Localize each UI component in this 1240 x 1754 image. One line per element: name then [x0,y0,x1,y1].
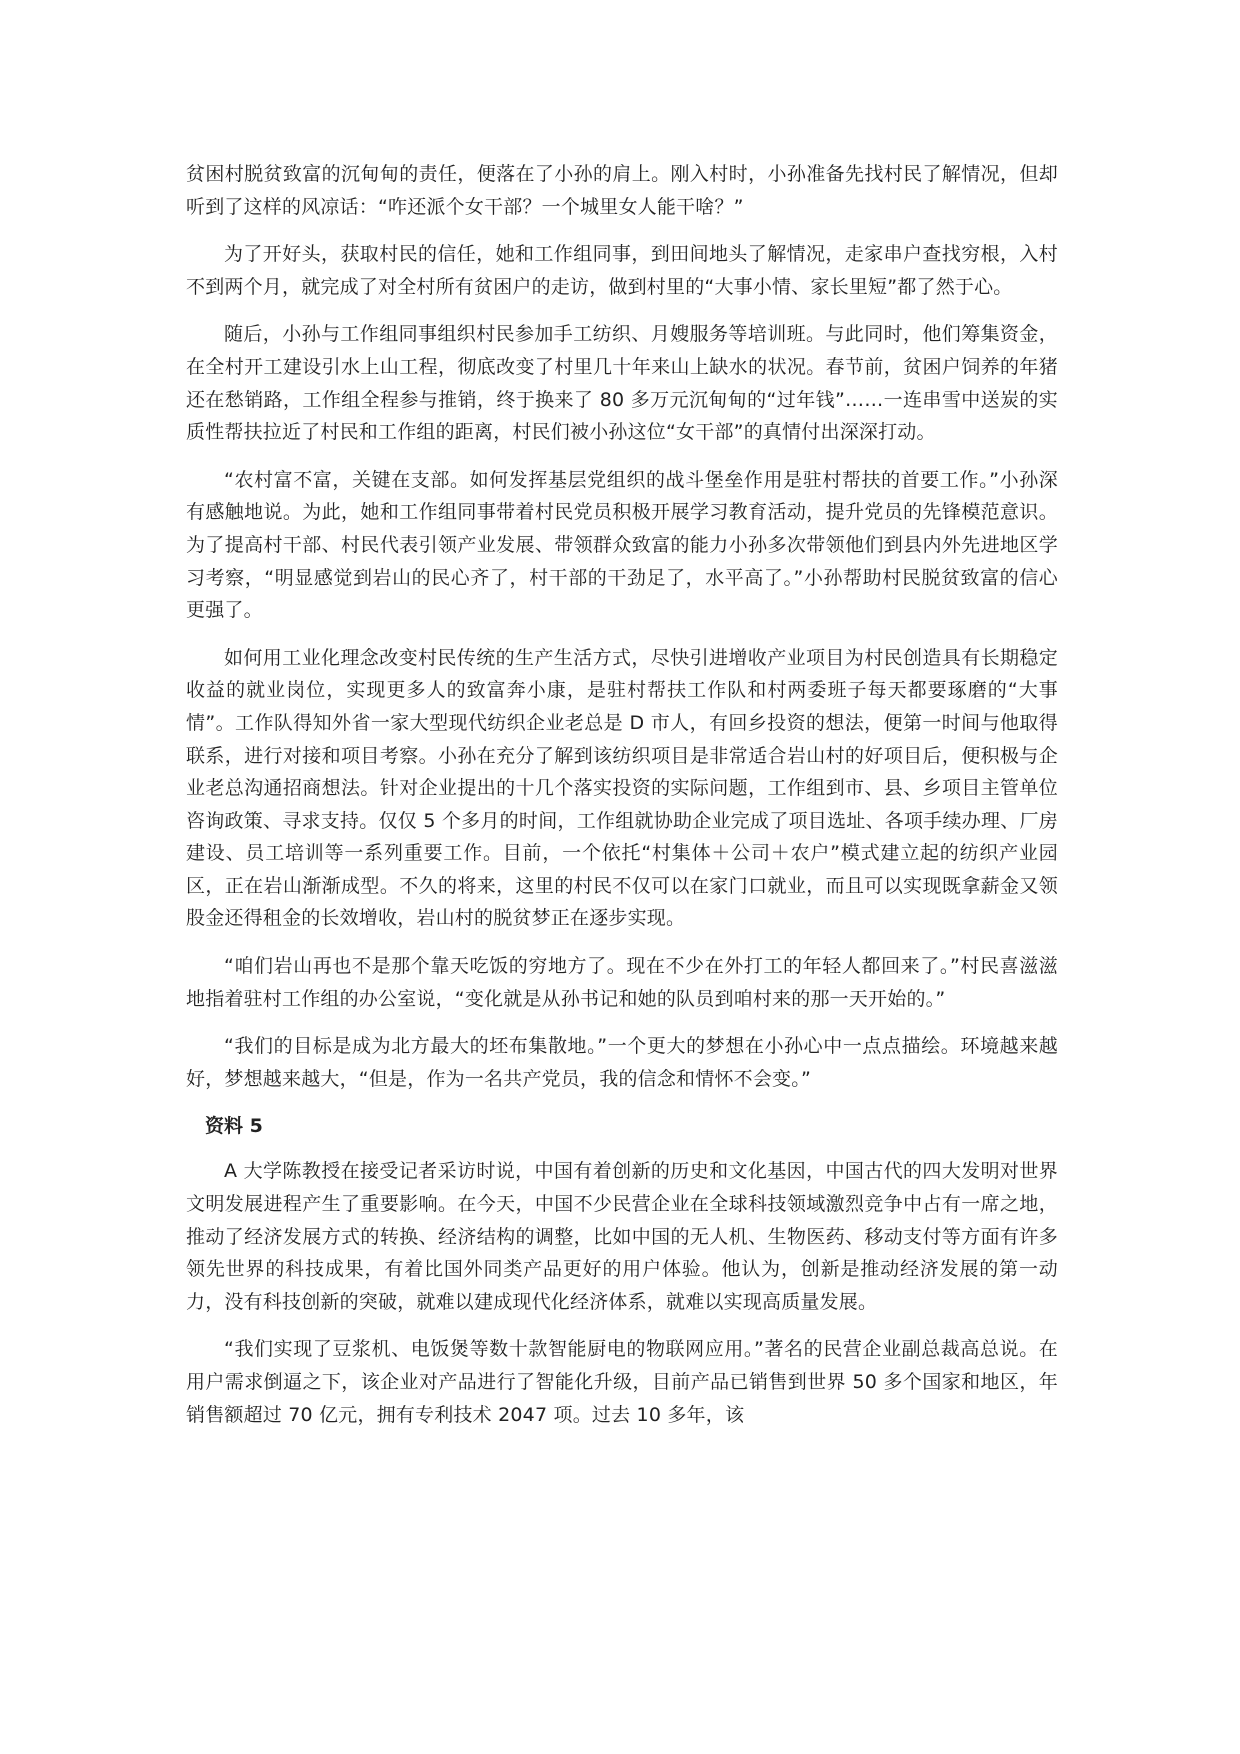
paragraph-9: “我们实现了豆浆机、电饭煲等数十款智能厨电的物联网应用。”著名的民营企业副总裁高总说。在用户需求倒逼之下，该企业对产品进行了智能化升级，目前产品已销售到世界 50 多个国家和地区，年销售额超过 70 亿元，拥有专利技术 2047 项。过去 10 多年，该 [186,1338,1058,1426]
paragraph-4: “农村富不富，关键在支部。如何发挥基层党组织的战斗堡垒作用是驻村帮扶的首要工作。”小孙深有感触地说。为此，她和工作组同事带着村民党员积极开展学习教育活动，提升党员的先锋模范意识。为了提高村干部、村民代表引领产业发展、带领群众致富的能力小孙多次带领他们到县内外先进地区学习考察，“明显感觉到岩山的民心齐了，村干部的干劲足了，水平高了。”小孙帮助村民脱贫致富的信心更强了。 [186,468,1058,622]
section-heading: 资料 5 [205,1115,263,1138]
paragraph-1: 贫困村脱贫致富的沉甸甸的责任，便落在了小孙的肩上。刚入村时，小孙准备先找村民了解情况，但却听到了这样的风凉话：“咋还派个女干部？一个城里女人能干啥？” [186,163,1058,218]
paragraph-3: 随后，小孙与工作组同事组织村民参加手工纺织、月嫂服务等培训班。与此同时，他们筹集资金，在全村开工建设引水上山工程，彻底改变了村里几十年来山上缺水的状况。春节前，贫困户饲养的年猪还在愁销路，工作组全程参与推销，终于换来了 80 多万元沉甸甸的“过年钱”……一连串雪中送炭的实质性帮扶拉近了村民和工作组的距离，村民们被小孙这位“女干部”的真情付出深深打动。 [186,323,1058,444]
paragraph-8: A 大学陈教授在接受记者采访时说，中国有着创新的历史和文化基因，中国古代的四大发明对世界文明发展进程产生了重要影响。在今天，中国不少民营企业在全球科技领域激烈竞争中占有一席之地，推动了经济发展方式的转换、经济结构的调整，比如中国的无人机、生物医药、移动支付等方面有许多领先世界的科技成果，有着比国外同类产品更好的用户体验。他认为，创新是推动经济发展的第一动力，没有科技创新的突破，就难以建成现代化经济体系，就难以实现高质量发展。 [186,1160,1058,1313]
paragraph-7: “我们的目标是成为北方最大的坯布集散地。”一个更大的梦想在小孙心中一点点描绘。环境越来越好，梦想越来越大，“但是，作为一名共产党员，我的信念和情怀不会变。” [186,1035,1058,1090]
document-page [186,158,1058,1446]
paragraph-5: 如何用工业化理念改变村民传统的生产生活方式，尽快引进增收产业项目为村民创造具有长期稳定收益的就业岗位，实现更多人的致富奔小康，是驻村帮扶工作队和村两委班子每天都要琢磨的“大事情”。工作队得知外省一家大型现代纺织企业老总是 D 市人，有回乡投资的想法，便第一时间与他取得联系，进行对接和项目考察。小孙在充分了解到该纺织项目是非常适合岩山村的好项目后，便积极与企业老总沟通招商想法。针对企业提出的十几个落实投资的实际问题，工作组到市、县、乡项目主管单位咨询政策、寻求支持。仅仅 5 个多月的时间，工作组就协助企业完成了项目选址、各项手续办理、厂房建设、员工培训等一系列重要工作。目前，一个依托“村集体＋公司＋农户”模式建立起的纺织产业园区，正在岩山渐渐成型。不久的将来，这里的村民不仅可以在家门口就业，而且可以实现既拿薪金又领股金还得租金的长效增收，岩山村的脱贫梦正在逐步实现。 [186,646,1058,930]
paragraph-2: 为了开好头，获取村民的信任，她和工作组同事，到田间地头了解情况，走家串户查找穷根，入村不到两个月，就完成了对全村所有贫困户的走访，做到村里的“大事小情、家长里短”都了然于心。 [186,243,1058,298]
paragraph-6: “咱们岩山再也不是那个靠天吃饭的穷地方了。现在不少在外打工的年轻人都回来了。”村民喜滋滋地指着驻村工作组的办公室说，“变化就是从孙书记和她的队员到咱村来的那一天开始的。” [186,955,1058,1010]
